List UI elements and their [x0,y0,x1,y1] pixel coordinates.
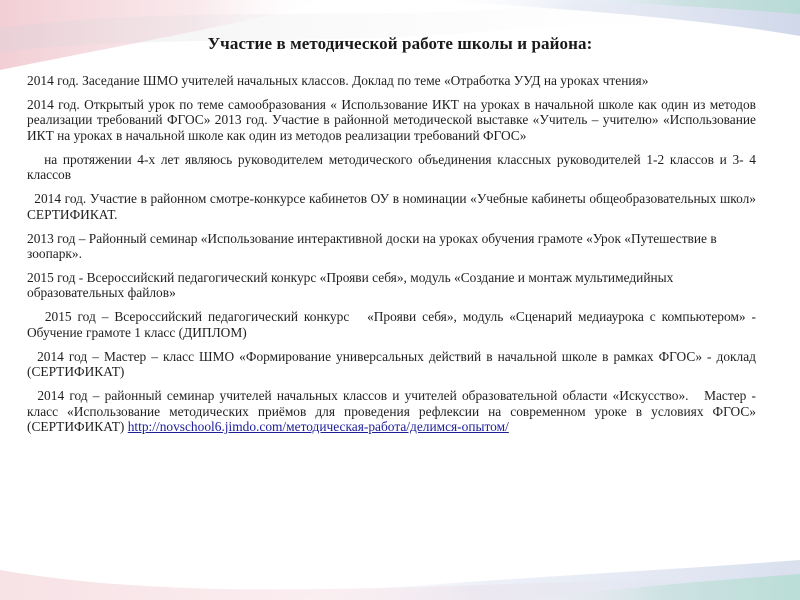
paragraph-1: 2014 год. Заседание ШМО учителей начальных классов. Доклад по теме «Отработка УУД на уроках чтения» [27,73,649,88]
paragraph-7: 2015 год – Всероссийский педагогический конкурс «Прояви себя», модуль «Сценарий медиаурока с компьютером» - Обучение грамоте 1 класс (ДИПЛОМ) [27,309,760,340]
paragraph-6: 2015 год - Всероссийский педагогический конкурс «Прояви себя», модуль «Создание и монтаж мультимедийных образовательных файлов» [27,269,674,301]
content-body [27,73,767,443]
paragraph-9 [27,388,767,435]
slide-title: Участие в методической работе школы и района: [207,34,593,53]
paragraph-9-text: 2014 год – районный семинар учителей начальных классов и учителей образовательной области «Искусство». Мастер - класс «Использование методических приёмов для проведения рефлексии на современном уроке в условиях ФГОС» (СЕРТИФИКАТ) [27,388,767,435]
paragraph-8: 2014 год – Мастер – класс ШМО «Формирование универсальных действий в начальной школе в рамках ФГОС» - доклад (СЕРТИФИКАТ) [27,348,760,380]
paragraph-4: 2014 год. Участие в районном смотре-конкурсе кабинетов ОУ в номинации «Учебные кабинеты общеобразовательных школ» СЕРТИФИКАТ. [27,191,760,222]
methodical-work-link[interactable]: http://novschool6.jimdo.com/методическая-работа/делимся-опытом/ [127,419,509,435]
paragraph-2: 2014 год. Открытый урок по теме самообразования « Использование ИКТ на уроках в начальной школе как один из методов реализации требований ФГОС» 2013 год. Участие в районной методической выставке «Учитель – учителю» «Использование ИКТ на уроках в начальной школе как один из методов реализации требований ФГОС» [27,96,756,143]
paragraph-3: на протяжении 4-х лет являюсь руководителем методического объединения классных руководителей 1-2 классов и 3- 4 классов [27,151,760,183]
paragraph-5: 2013 год – Районный семинар «Использование интерактивной доски на уроках обучения грамоте «Урок «Путешествие в зоопарк». [27,230,717,262]
